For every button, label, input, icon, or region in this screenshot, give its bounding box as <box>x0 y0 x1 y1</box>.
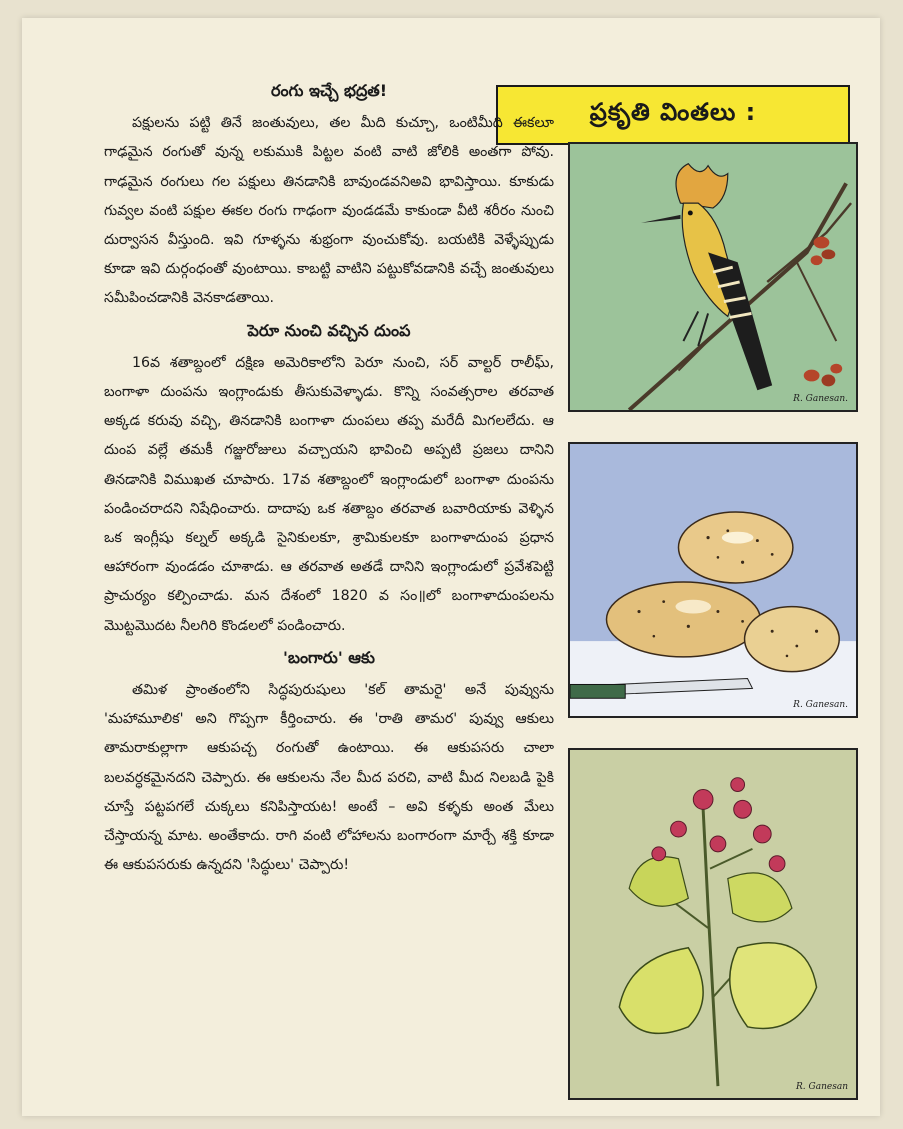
plant-drawing <box>570 750 856 1098</box>
heading-golden-leaf: 'బంగారు' ఆకు <box>283 647 375 667</box>
artist-signature: R. Ganesan <box>796 1082 848 1092</box>
paragraph-golden-leaf: తమిళ ప్రాంతంలోని సిద్ధపురుషులు 'కల్ తామరై' అనే పువ్వును 'మహామూలిక' అని గొప్పగా కీర్తించారు. ఈ 'రాతి తామర' పువ్వు ఆకులు తామరాకుల్లాగా ఆకుపచ్చ రంగుతో ఉంటాయి. ఈ ఆకుపసరు చాలా బలవర్ధకమైనదని చెప్పారు. ఈ ఆకులను నేల మీద పరచి, వాటి మీద నిలబడి పైకి చూస్తే పట్టపగలే చుక్కలు కనిపిస్తాయట! అంటే – అవి కళ్ళకు అంత మేలు చేస్తాయన్న మాట. అంతేకాదు. రాగి వంటి లోహాలను బంగారంగా మార్చే శక్తి కూడా ఈ ఆకుపసరుకు ఉన్నదని 'సిద్ధులు' చెప్పారు! <box>104 682 554 874</box>
illustration-potatoes <box>568 442 858 718</box>
hoopoe-drawing <box>570 144 856 410</box>
illustration-plant <box>568 748 858 1100</box>
paragraph-bird-colors: పక్షులను పట్టి తినే జంతువులు, తల మీది కుచ్చూ, ఒంటిమీది ఈకలూ గాఢమైన రంగుతో వున్న లకుముకి పిట్టల వంటి వాటి జోలికి అంతగా పోవు. గాఢమైన రంగులు గల పక్షులు తినడానికి బావుండవనిఅవి భావిస్తాయి. కూకుడు గువ్వల వంటి పక్షుల ఈకల రంగు గాఢంగా వుండడమే కాకుండా వీటి శరీరం నుంచి దుర్వాసన వీస్తుంది. ఇవి గూళ్ళను శుభ్రంగా వుంచుకోవు. బయటికి వెళ్ళేప్పుడు కూడా ఇవి దుర్గంధంతో వుంటాయి. కాబట్టి వాటిని పట్టుకోవడానికి వచ్చే జంతువులు సమీపించడానికి వెనకాడతాయి. <box>104 115 554 307</box>
heading-color-safety: రంగు ఇచ్చే భద్రత! <box>270 81 388 100</box>
magazine-page <box>22 18 880 1116</box>
heading-potato: పెరూ నుంచి వచ్చిన దుంప <box>247 320 411 340</box>
article-potato <box>104 316 554 641</box>
article-column <box>104 74 554 880</box>
potatoes-drawing <box>570 444 856 716</box>
article-golden-leaf <box>104 643 554 881</box>
article-bird-colors <box>104 76 554 314</box>
artist-signature: R. Ganesan. <box>793 394 848 404</box>
paragraph-potato: 16వ శతాబ్దంలో దక్షిణ అమెరికాలోని పెరూ నుంచి, సర్ వాల్టర్ రాలీఘ్, బంగాళా దుంపను ఇంగ్లాండుకు తీసుకువెళ్ళాడు. కొన్ని సంవత్సరాల తరవాత అక్కడ కరువు వచ్చి, తినడానికి బంగాళా దుంపలు తప్ప మరేదీ మిగలలేదు. ఆ దుంప వల్లే తమకీ గజ్జురోజులు వచ్చాయని భావించి అప్పటి ప్రజలు దానిని తినడానికి విముఖత చూపారు. 17వ శతాబ్దంలో ఇంగ్లాండులో బంగాళా దుంపను పండించరాదని నిషేధించారు. దాదాపు ఒక శతాబ్దం తరవాత బవారియాకు వెళ్ళిన ఒక ఇంగ్లీషు కల్నల్ అక్కడి సైనికులకూ, శ్రామికులకూ బంగాళాదుంప ప్రధాన ఆహారంగా వుండడం చూశాడు. ఆ తరవాత అతడే దానిని ఇంగ్లాండులో ప్రవేశపెట్టి ప్రాచుర్యం కల్పించాడు. మన దేశంలో 1820 వ సం॥లో బంగాళాదుంపలను మొట్టమొదట నీలగిరి కొండలలో పండించారు. <box>104 354 554 634</box>
artist-signature: R. Ganesan. <box>793 700 848 710</box>
section-title: ప్రకృతి వింతలు : <box>589 98 757 126</box>
illustration-hoopoe <box>568 142 858 412</box>
